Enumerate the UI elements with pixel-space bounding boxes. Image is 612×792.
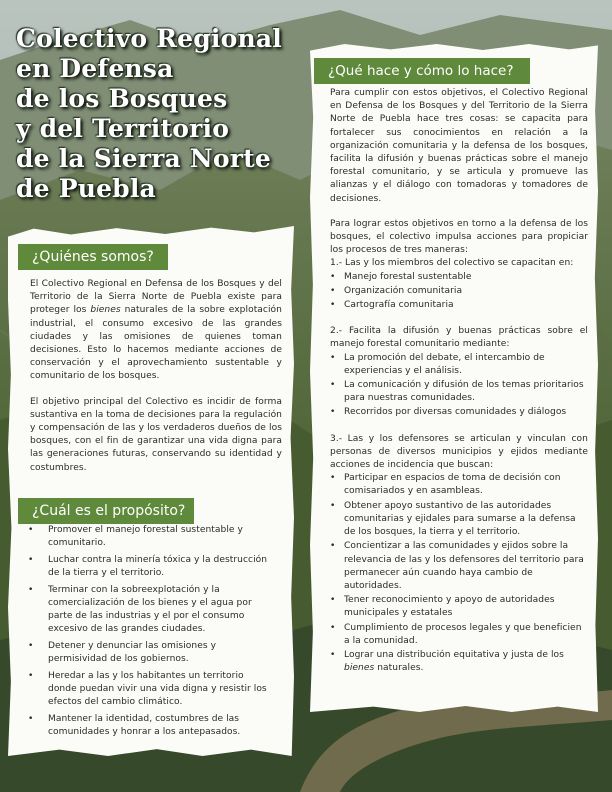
quienes-paragraph-2: El objetivo principal del Colectivo es incidir de forma sustantiva en la toma de decisiones para la regulación y compensación de las y los verdaderos dueños de los bosques, con el fin de garantizar una vida digna para las generaciones futuras, conservando su identidad y costumbres. [30,396,282,473]
list-item: • Participar en espacios de toma de decisión con comisariados y en asambleas. [330,472,588,498]
list-item: • Luchar contra la minería tóxica y la destrucción de la tierra y el territorio. [24,554,268,580]
page-title [16,24,282,204]
group-2-list [330,352,588,420]
heading-proposito: ¿Cuál es el propósito? [18,498,194,524]
quienes-paragraph-1: El Colectivo Regional en Defensa de los Bosques y del Territorio de la Sierra Norte de Puebla existe para proteger los bienes naturales de la sobre explotación industrial, el consumo excesivo de las grandes ciudades y las omisiones de quienes toman decisiones. Esto lo hacemos mediante acciones de conservación y el aprovechamiento sustentable y comunitario de los bosques. [30,279,282,382]
list-item: • La comunicación y difusión de los temas prioritarios para nuestras comunidades. [330,379,588,405]
title-line: de los Bosques [16,84,228,113]
list-item: • Promover el manejo forestal sustentable y comunitario. [24,524,268,550]
proposito-content [24,524,268,743]
list-item: • Heredar a las y los habitantes un territorio donde puedan vivir una vida digna y resistir los efectos del cambio climático. [24,670,268,710]
list-item: • Obtener apoyo sustantivo de las autoridades comunitarias y ejidales para sumarse a la defensa de los bosques, la tierra y el territorio. [330,500,588,540]
que-hace-intro: Para cumplir con estos objetivos, el Colectivo Regional en Defensa de los Bosques y del Territorio de la Sierra Norte de Puebla hace tres cosas: se capacita para fortalecer sus conocimientos en relación a la organización comunitaria y la defensa de los bosques, facilita la difusión y buenas prácticas sobre el manejo forestal comunitario, y se articula y promueve las alianzas y el diálogo con tomadoras y tomadores de decisiones. [330,88,588,204]
group-1-heading: 1.- Las y los miembros del colectivo se capacitan en: [330,258,574,269]
quienes-content [30,278,282,487]
list-item: • Lograr una distribución equitativa y justa de los bienes naturales. [330,649,588,675]
list-item: • La promoción del debate, el intercambio de experiencias y el análisis. [330,352,588,378]
heading-quienes-somos: ¿Quiénes somos? [18,244,168,270]
list-item: • Cartografía comunitaria [330,299,588,312]
title-line: de Puebla [16,174,156,203]
que-hace-content [330,87,588,676]
list-item: • Cumplimiento de procesos legales y que beneficien a la comunidad. [330,622,588,648]
list-item: • Tener reconocimiento y apoyo de autoridades municipales y estatales [330,594,588,620]
group-2-heading: 2.- Facilita la difusión y buenas prácticas sobre el manejo forestal comunitario mediante: [330,326,588,350]
title-line: de la Sierra Norte [16,144,271,173]
list-item: • Detener y denunciar las omisiones y permisividad de los gobiernos. [24,640,268,666]
list-item: • Organización comunitaria [330,285,588,298]
que-hace-paragraph: Para lograr estos objetivos en torno a la defensa de los bosques, el colectivo impulsa acciones para propiciar los procesos de tres maneras: [330,218,588,256]
list-item: • Concientizar a las comunidades y ejidos sobre la relevancia de las y los defensores del territorio para permanecer aún cuando haya cambio de autoridades. [330,540,588,593]
list-item: • Recorridos por diversas comunidades y diálogos [330,406,588,419]
list-item: • Manejo forestal sustentable [330,271,588,284]
proposito-list [24,524,268,740]
title-line: y del Territorio [16,114,230,143]
heading-que-hace: ¿Qué hace y cómo lo hace? [314,58,530,84]
group-3-heading: 3.- Las y los defensores se articulan y vinculan con personas de diversos municipios y ejidos mediante acciones de incidencia que buscan: [330,433,588,471]
title-line: Colectivo Regional [16,24,282,53]
group-3-list [330,472,588,675]
list-item: • Terminar con la sobreexplotación y la comercialización de los bienes y el agua por parte de las industrias y el por el consumo excesivo de las grandes ciudades. [24,584,268,637]
list-item: • Mantener la identidad, costumbres de las comunidades y honrar a los antepasados. [24,713,268,739]
title-line: en Defensa [16,54,174,83]
group-1-list [330,271,588,313]
